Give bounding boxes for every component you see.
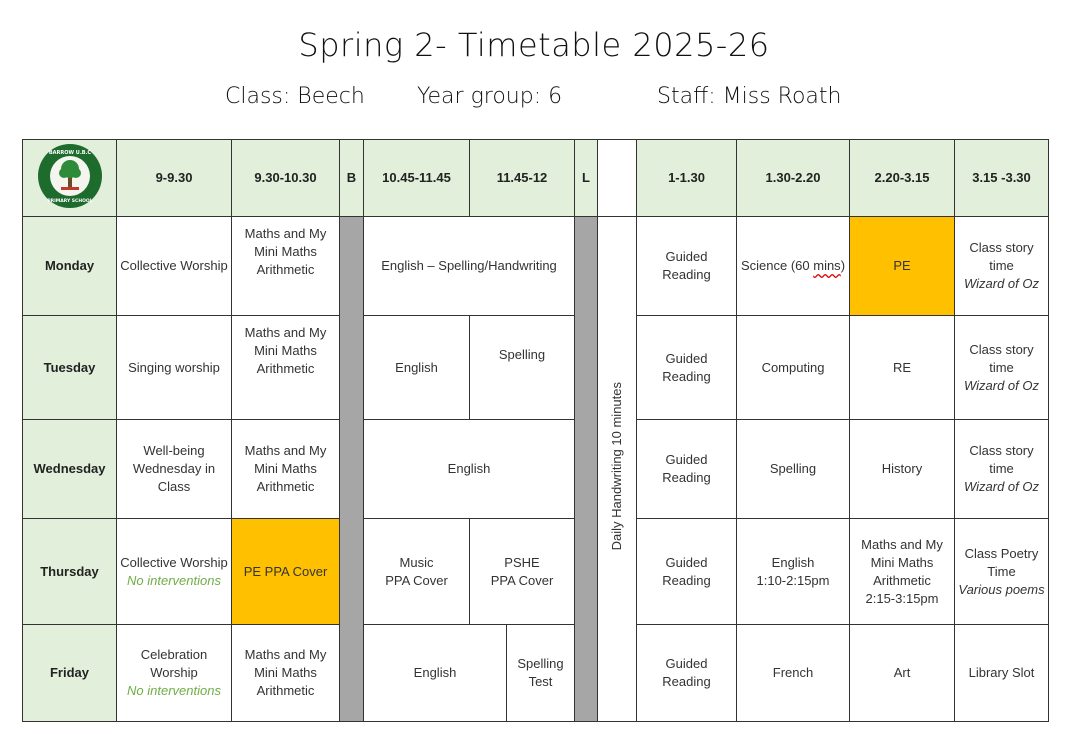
time-header: 1-1.30: [637, 140, 737, 217]
lesson-cell: Library Slot: [955, 625, 1049, 722]
table-row: [23, 625, 1049, 722]
time-header: 11.45-12: [470, 140, 575, 217]
time-header: 10.45-11.45: [364, 140, 470, 217]
staff-label: Staff: Miss Roath: [657, 84, 842, 109]
lesson-text: 2:15-3:15pm: [865, 590, 939, 606]
lunch-column: [575, 217, 598, 722]
lesson-note: No interventions: [127, 572, 221, 588]
time-header: 9-9.30: [117, 140, 232, 217]
class-label: Class: Beech: [225, 84, 365, 109]
lesson-cell-highlight: PE: [850, 217, 955, 316]
lesson-cell: [737, 217, 850, 316]
lesson-cell: English: [364, 420, 575, 519]
page-title: Spring 2- Timetable 2025-26: [298, 26, 770, 64]
lesson-cell: [955, 217, 1049, 316]
table-row: [23, 519, 1049, 625]
lesson-cell: Guided Reading: [637, 217, 737, 316]
lesson-cell: Art: [850, 625, 955, 722]
lesson-cell: English – Spelling/Handwriting: [364, 217, 575, 316]
lesson-cell: French: [737, 625, 850, 722]
day-label: Wednesday: [23, 420, 117, 519]
lesson-cell: History: [850, 420, 955, 519]
logo-cell: [23, 140, 117, 217]
handwriting-column: [598, 217, 637, 722]
lesson-note: Wizard of Oz: [963, 276, 1039, 291]
lesson-cell: Spelling: [470, 316, 575, 420]
lesson-cell: Maths and My Mini Maths Arithmetic: [232, 625, 340, 722]
break-header: B: [340, 140, 364, 217]
year-group-label: Year group: 6: [417, 84, 563, 109]
day-label: Monday: [23, 217, 117, 316]
lesson-cell: Collective Worship: [117, 217, 232, 316]
table-row: [23, 420, 1049, 519]
header-row: [23, 140, 1049, 217]
lesson-text: mins: [813, 258, 841, 273]
lesson-text: Class story time: [969, 240, 1034, 273]
lesson-cell: Maths and My Mini Maths Arithmetic: [232, 316, 340, 420]
lesson-text: Class story time: [969, 443, 1034, 476]
lesson-text: Collective Worship: [120, 554, 228, 570]
table-row: [23, 217, 1049, 316]
timetable: [22, 139, 1049, 722]
lesson-cell: Guided Reading: [637, 316, 737, 420]
lesson-cell: Spelling: [737, 420, 850, 519]
lesson-cell: Maths and My Mini Maths Arithmetic: [232, 420, 340, 519]
lesson-cell: [117, 625, 232, 722]
lesson-text: English: [771, 554, 815, 570]
lesson-cell: [737, 519, 850, 625]
lesson-text: Maths and My Mini Maths Arithmetic: [861, 536, 943, 588]
lesson-text: ): [840, 258, 846, 273]
time-header: 1.30-2.20: [737, 140, 850, 217]
lesson-cell: [364, 519, 470, 625]
morning-break-column: [340, 217, 364, 722]
lesson-text: 1:10-2:15pm: [756, 572, 830, 588]
lesson-note: Wizard of Oz: [963, 377, 1039, 393]
lesson-cell-highlight: PE PPA Cover: [232, 519, 340, 625]
lesson-text: Class Poetry Time: [964, 545, 1039, 579]
lesson-cell: [470, 519, 575, 625]
day-label: Thursday: [23, 519, 117, 625]
lesson-cell: Guided Reading: [637, 625, 737, 722]
lesson-note: No interventions: [127, 683, 221, 698]
lesson-cell: English: [364, 316, 470, 420]
time-header: 3.15 -3.30: [955, 140, 1049, 217]
lesson-cell: Well-being Wednesday in Class: [117, 420, 232, 519]
lesson-text: PSHE: [504, 554, 540, 570]
lesson-text: Music: [399, 554, 434, 570]
logo-bottom-text: PRIMARY SCHOOL: [46, 198, 93, 204]
lesson-text: Science (60: [740, 258, 814, 273]
lesson-cell: [955, 420, 1049, 519]
lesson-text: Class story time: [969, 341, 1034, 375]
table-row: [23, 316, 1049, 420]
school-logo: [37, 143, 103, 209]
lesson-cell: Maths and My Mini Maths Arithmetic: [232, 217, 340, 316]
day-label: Friday: [23, 625, 117, 722]
lesson-cell: [955, 316, 1049, 420]
logo-top-text: BARROW U.B.C: [48, 149, 91, 156]
handwriting-label: Daily Handwriting 10 minutes: [609, 382, 624, 551]
day-label: Tuesday: [23, 316, 117, 420]
lesson-cell: RE: [850, 316, 955, 420]
lesson-text: PPA Cover: [385, 572, 448, 588]
lesson-cell: [117, 519, 232, 625]
lesson-cell: [850, 519, 955, 625]
lesson-cell: English: [364, 625, 507, 722]
lesson-cell: [955, 519, 1049, 625]
lesson-note: Various poems: [958, 581, 1045, 597]
lesson-text: PPA Cover: [490, 572, 554, 588]
lesson-cell: Computing: [737, 316, 850, 420]
lesson-cell: Guided Reading: [637, 420, 737, 519]
lesson-cell: Spelling Test: [507, 625, 575, 722]
lesson-text: Celebration Worship: [140, 647, 208, 680]
handwriting-header: [598, 140, 637, 217]
lesson-cell: Singing worship: [117, 316, 232, 420]
lesson-cell: Guided Reading: [637, 519, 737, 625]
lesson-note: Wizard of Oz: [963, 479, 1039, 494]
lunch-header: L: [575, 140, 598, 217]
time-header: 9.30-10.30: [232, 140, 340, 217]
time-header: 2.20-3.15: [850, 140, 955, 217]
